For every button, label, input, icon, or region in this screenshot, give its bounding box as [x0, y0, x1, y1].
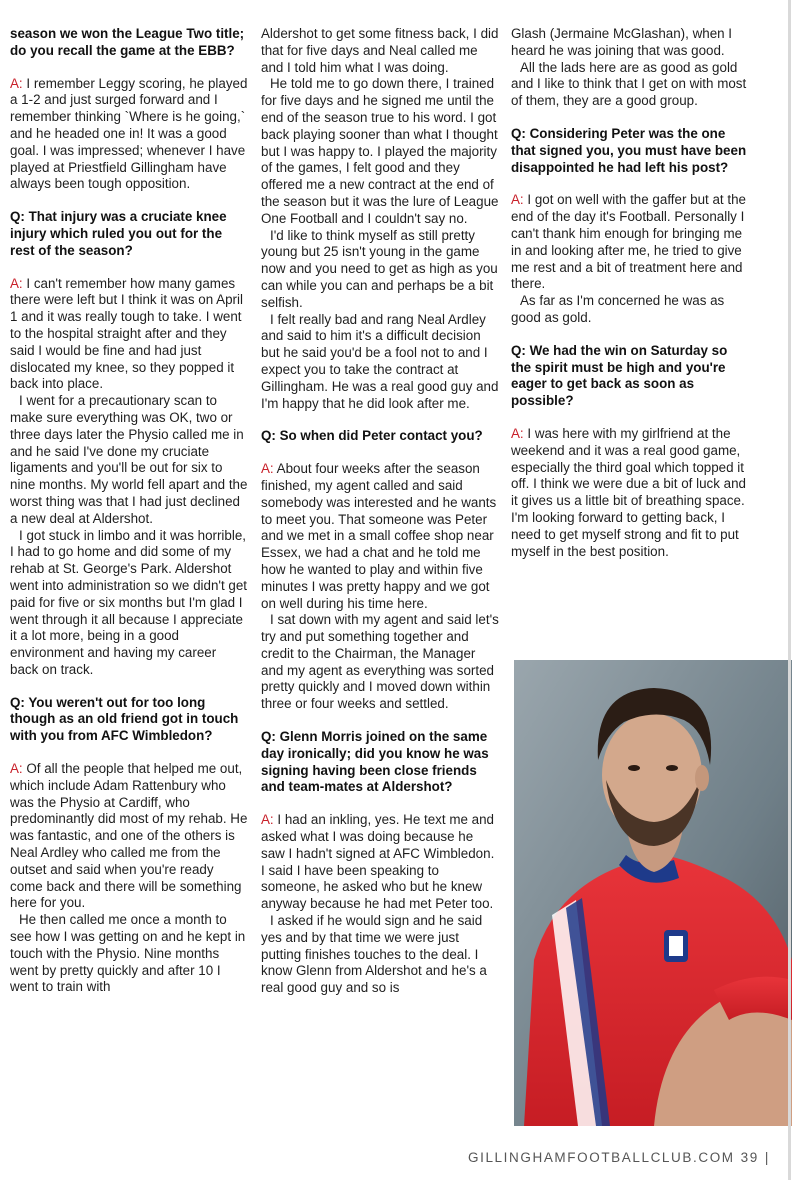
question: Q: Glenn Morris joined on the same day ironically; did you know he was signing having been close friends and team-mates at Aldershot?: [261, 729, 489, 795]
page-edge-rule: [788, 0, 791, 1180]
answer-paragraph: I felt really bad and rang Neal Ardley and said to him it's a difficult decision but he said you'd be a fool not to and I expect you to take the contract at Gillingham. He was a real good guy and I'm happy that he did look after me.: [261, 311, 499, 411]
answer-paragraph: All the lads here are as good as gold and I like to think that I get on with most of them, they are a good group.: [511, 59, 747, 109]
text-column-3: [511, 26, 751, 560]
answer-paragraph: Aldershot to get some fitness back, I did that for five days and Neal called me and I told him what I was doing.: [261, 26, 499, 75]
text-column-1: [10, 26, 248, 996]
page-footer: [468, 1146, 770, 1168]
player-photo-illustration: [514, 660, 792, 1126]
player-photo: [514, 660, 792, 1126]
question: Q: Considering Peter was the one that signed you, you must have been disappointed he had left his post?: [511, 125, 747, 175]
answer: A: I can't remember how many games there were left but I think it was on April 1 and it was really tough to take. I went to the hospital straight after and they said I would be fine and had just dislocated my knee, so they popped it back into place.: [10, 275, 243, 392]
page-number: 39: [740, 1149, 759, 1165]
answer-paragraph: I sat down with my agent and said let's try and put something together and credit to the Chairman, the Manager and my agent as everything was sorted pretty quickly and I moved down within three or four weeks and settled.: [261, 612, 499, 712]
answer: A: I remember Leggy scoring, he played a 1-2 and just surged forward and I remember thinking `Where is he going,` and he headed one in! It was a good goal. I was impressed; whenever I have played at Priestfield Gillingham have always been tough opposition.: [10, 75, 248, 192]
text-column-2: [261, 26, 499, 997]
answer-paragraph: He then called me once a month to see how I was getting on and he kept in touch with the Physio. Nine months went by pretty quickly and after 10 I went to train with: [10, 912, 246, 995]
answer: A: I was here with my girlfriend at the weekend and it was a real good game, especially the third goal which topped it off. I think we were due a bit of luck and it gives us a little bit of breathing space.: [511, 425, 746, 509]
answer-paragraph: I went for a precautionary scan to make sure everything was OK, two or three days later the Physio called me in and he said I've done my cruciate ligaments and you'll be out for six to nine months. My world fell apart and the worst thing was that I had just declined a new deal at Aldershot.: [10, 393, 248, 526]
question: Q: So when did Peter contact you?: [261, 428, 483, 444]
answer: A: I had an inkling, yes. He text me and asked what I was doing because he saw I hadn't signed at AFC Wimbledon. I said I have been speaking to someone, he asked who but he knew anyway because he had met Peter too.: [261, 812, 495, 912]
answer-paragraph: As far as I'm concerned he was as good as gold.: [511, 293, 725, 325]
answer-paragraph: I asked if he would sign and he said yes and by that time we were just putting finishes touches to the deal. I know Glenn from Aldershot and he's a real good guy and so is: [261, 913, 487, 996]
footer-site: GILLINGHAMFOOTBALLCLUB.COM: [468, 1149, 735, 1165]
answer: A: About four weeks after the season finished, my agent called and said somebody was interested and he wants to meet you. That someone was Peter and we met in a small coffee shop near Essex, we had a chat and he told me how he wanted to play and within five minutes I was pretty happy and we got on well during his time here.: [261, 461, 497, 611]
answer-paragraph: Glash (Jermaine McGlashan), when I heard he was joining that was good.: [511, 26, 733, 58]
answer: A: Of all the people that helped me out, which include Adam Rattenbury who was the Physio at Cardiff, who predominantly did most of my rehab. He was fantastic, and one of the others is Neal Ardley who called me from the outset and said when you're ready come back and there will be something here for you.: [10, 761, 248, 911]
footer-separator: |: [764, 1149, 770, 1165]
answer-paragraph: I got stuck in limbo and it was horrible, I had to go home and did some of my rehab at St. George's Park. Aldershot went into administration so we didn't get paid for five or six months but I'm glad I went through it all because I appreciate it a lot more, being in a good environment and having my career back on track.: [10, 527, 248, 677]
answer-paragraph: I'd like to think myself as still pretty young but 25 isn't young in the game now and you need to get as high as you can while you can and perhaps be a bit selfish.: [261, 227, 498, 310]
answer: A: I got on well with the gaffer but at the end of the day it's Football. Personally I can't thank him enough for bringing me in and looking after me, he tried to give me rest and a bit of treatment here and there.: [511, 192, 746, 292]
question: Q: That injury was a cruciate knee injury which ruled you out for the rest of the season?: [10, 209, 227, 258]
question: Q: You weren't out for too long though as an old friend got in touch with you from AFC Wimbledon?: [10, 694, 239, 744]
answer-paragraph: He told me to go down there, I trained for five days and he signed me until the end of the season true to his word. I got back playing sooner than what I thought but I was happy to. I played the majority of the games, I felt good and they offered me a new contract at the end of the season but it was the lure of League One Football and I couldn't say no.: [261, 76, 499, 226]
question: Q: We had the win on Saturday so the spirit must be high and you're eager to get back as soon as possible?: [511, 342, 728, 409]
question-continued: season we won the League Two title; do you recall the game at the EBB?: [10, 26, 245, 58]
answer-paragraph: I'm looking forward to getting back, I need to get myself strong and fit to put myself in the best position.: [511, 509, 739, 559]
